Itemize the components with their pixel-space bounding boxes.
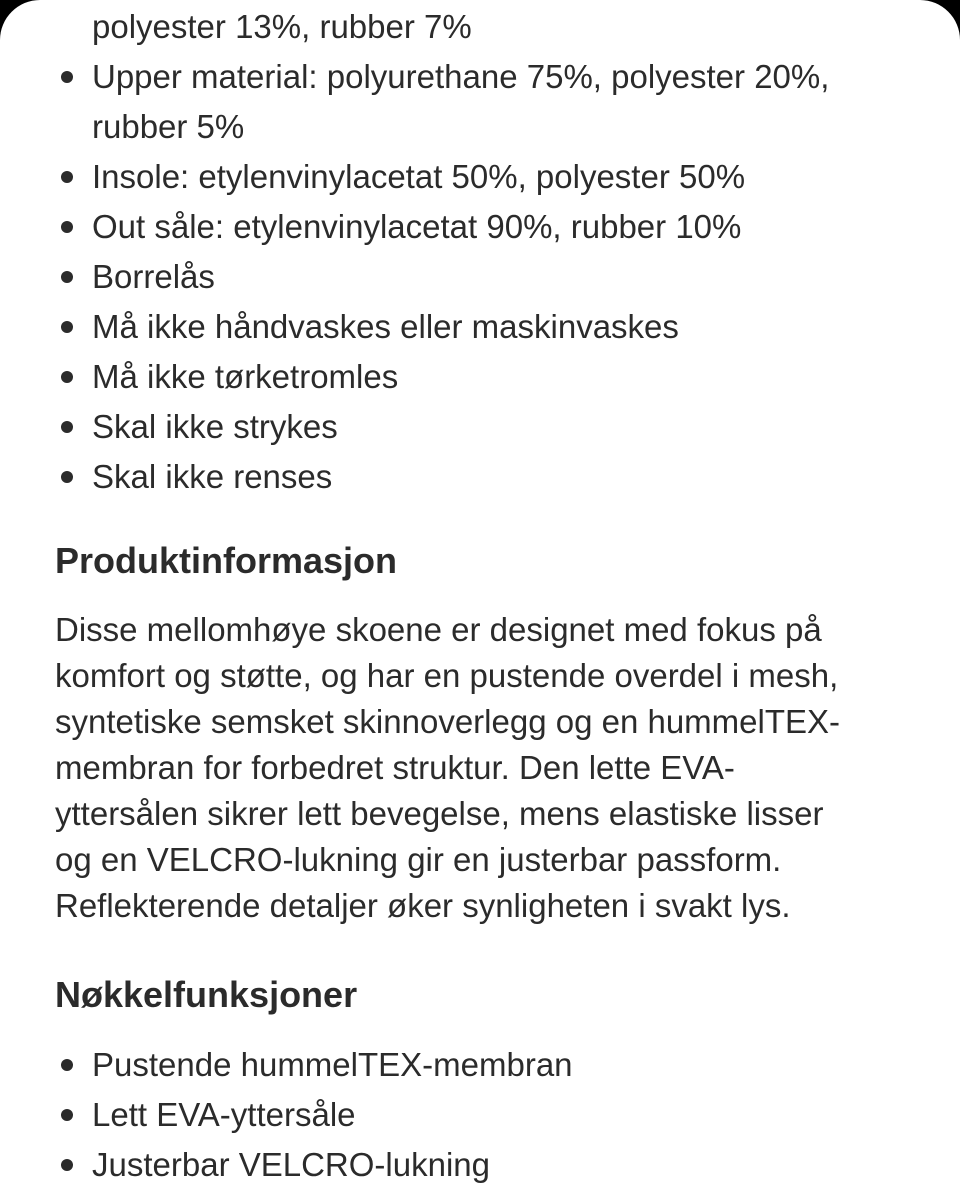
list-item xyxy=(0,352,960,402)
materials-list xyxy=(0,52,960,502)
list-item xyxy=(0,452,960,502)
description-line: yttersålen sikrer lett bevegelse, mens elastiske lisser xyxy=(55,795,824,832)
description-line: og en VELCRO-lukning gir en justerbar passform. xyxy=(55,841,782,878)
description-line: Disse mellomhøye skoene er designet med fokus på xyxy=(55,611,822,648)
material-insole: Insole: etylenvinylacetat 50%, polyester 50% xyxy=(92,158,746,195)
list-item xyxy=(0,1040,960,1090)
description-line: syntetiske semsket skinnoverlegg og en hummelTEX- xyxy=(55,703,841,740)
bullet-icon xyxy=(61,1109,73,1121)
material-outsole: Out såle: etylenvinylacetat 90%, rubber 10% xyxy=(92,208,742,245)
care-tumble-dry: Må ikke tørketromles xyxy=(92,358,399,395)
feature-closure: Justerbar VELCRO-lukning xyxy=(92,1146,490,1183)
key-features-heading: Nøkkelfunksjoner xyxy=(55,974,358,1015)
bullet-icon xyxy=(61,371,73,383)
product-info-description xyxy=(55,607,925,929)
closure-type: Borrelås xyxy=(92,258,215,295)
bullet-icon xyxy=(61,71,73,83)
list-item xyxy=(0,152,960,202)
list-item xyxy=(0,1140,960,1189)
key-features-list xyxy=(0,1040,960,1189)
care-dry-clean: Skal ikke renses xyxy=(92,458,333,495)
bullet-icon xyxy=(61,421,73,433)
material-upper-line1: Upper material: polyurethane 75%, polyester 20%, xyxy=(92,58,830,95)
feature-outsole: Lett EVA-yttersåle xyxy=(92,1096,356,1133)
list-item xyxy=(0,252,960,302)
list-item xyxy=(0,302,960,352)
bullet-icon xyxy=(61,271,73,283)
materials-continuation: polyester 13%, rubber 7% xyxy=(92,8,472,45)
product-info-heading: Produktinformasjon xyxy=(55,540,398,581)
bullet-icon xyxy=(61,221,73,233)
bullet-icon xyxy=(61,1159,73,1171)
bullet-icon xyxy=(61,321,73,333)
feature-membrane: Pustende hummelTEX-membran xyxy=(92,1046,573,1083)
bullet-icon xyxy=(61,1059,73,1071)
material-upper-line2: rubber 5% xyxy=(92,108,245,145)
description-line: Reflekterende detaljer øker synligheten i svakt lys. xyxy=(55,887,791,924)
care-ironing: Skal ikke strykes xyxy=(92,408,338,445)
materials-section xyxy=(0,2,960,502)
list-item xyxy=(0,202,960,252)
description-line: komfort og støtte, og har en pustende overdel i mesh, xyxy=(55,657,839,694)
bullet-icon xyxy=(61,471,73,483)
bullet-icon xyxy=(61,171,73,183)
list-item xyxy=(0,402,960,452)
care-washing: Må ikke håndvaskes eller maskinvaskes xyxy=(92,308,679,345)
key-features-section xyxy=(0,1040,960,1189)
list-item xyxy=(0,52,960,152)
description-line: membran for forbedret struktur. Den lette EVA- xyxy=(55,749,735,786)
list-item xyxy=(0,1090,960,1140)
